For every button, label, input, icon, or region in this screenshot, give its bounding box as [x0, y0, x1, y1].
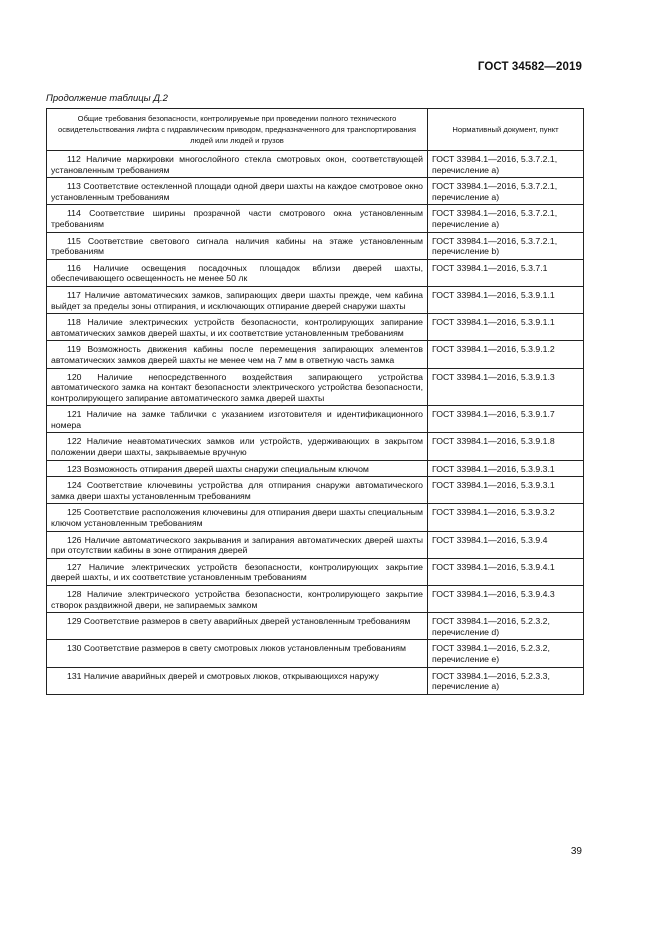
- table-row: [47, 667, 584, 694]
- document-reference-cell: ГОСТ 33984.1—2016, 5.3.9.4.3: [428, 586, 584, 613]
- requirement-cell: 120 Наличие непосредственного воздействия запирающего устройства автоматического замка на контакт безопасности электрического устройства безопасности, контролирующего запирание автоматического замка дверей шахты: [47, 368, 428, 406]
- requirement-cell: 112 Наличие маркировки многослойного стекла смотровых окон, соответствующей установленным требованиям: [47, 151, 428, 178]
- table-row: [47, 531, 584, 558]
- requirement-cell: 114 Соответствие ширины прозрачной части смотрового окна установленным требованиям: [47, 205, 428, 232]
- table-row: [47, 232, 584, 259]
- table-row: [47, 586, 584, 613]
- document-reference-cell: ГОСТ 33984.1—2016, 5.3.9.3.1: [428, 460, 584, 477]
- document-code: ГОСТ 34582—2019: [477, 61, 582, 73]
- document-reference-cell: ГОСТ 33984.1—2016, 5.3.7.2.1, перечисление а): [428, 178, 584, 205]
- document-reference-cell: ГОСТ 33984.1—2016, 5.3.7.2.1, перечисление а): [428, 151, 584, 178]
- document-reference-cell: ГОСТ 33984.1—2016, 5.3.7.1: [428, 259, 584, 286]
- requirement-cell: 126 Наличие автоматического закрывания и запирания автоматических дверей шахты при отсутствии кабины в зоне отпирания дверей: [47, 531, 428, 558]
- requirements-table: [46, 108, 584, 695]
- table-row: [47, 178, 584, 205]
- requirement-cell: 123 Возможность отпирания дверей шахты снаружи специальным ключом: [47, 460, 428, 477]
- requirement-cell: 115 Соответствие светового сигнала наличия кабины на этаже установленным требованиям: [47, 232, 428, 259]
- requirement-cell: 127 Наличие электрических устройств безопасности, контролирующих закрытие дверей шахты, и их соответствие установленным требованиям: [47, 558, 428, 585]
- requirement-cell: 122 Наличие неавтоматических замков или устройств, удерживающих в закрытом положении двери шахты, закрываемые вручную: [47, 433, 428, 460]
- table-caption: Продолжение таблицы Д.2: [46, 93, 168, 104]
- requirement-cell: 125 Соответствие расположения ключевины для отпирания двери шахты специальным ключом установленным требованиям: [47, 504, 428, 531]
- table-row: [47, 613, 584, 640]
- document-reference-cell: ГОСТ 33984.1—2016, 5.3.9.4.1: [428, 558, 584, 585]
- table-row: [47, 286, 584, 313]
- document-reference-cell: ГОСТ 33984.1—2016, 5.3.9.1.2: [428, 341, 584, 368]
- document-reference-cell: ГОСТ 33984.1—2016, 5.3.7.2.1, перечисление b): [428, 232, 584, 259]
- requirement-cell: 129 Соответствие размеров в свету аварийных дверей установленным требованиям: [47, 613, 428, 640]
- document-reference-cell: ГОСТ 33984.1—2016, 5.2.3.2, перечисление d): [428, 613, 584, 640]
- document-reference-cell: ГОСТ 33984.1—2016, 5.3.9.3.2: [428, 504, 584, 531]
- document-reference-cell: ГОСТ 33984.1—2016, 5.3.9.1.1: [428, 286, 584, 313]
- requirement-cell: 119 Возможность движения кабины после перемещения запирающих элементов автоматических замков дверей шахты не менее чем на 7 мм в ответную часть замка: [47, 341, 428, 368]
- table-row: [47, 504, 584, 531]
- document-reference-cell: ГОСТ 33984.1—2016, 5.3.9.1.7: [428, 406, 584, 433]
- table-header-row: [47, 109, 584, 151]
- table-row: [47, 314, 584, 341]
- table-row: [47, 460, 584, 477]
- document-reference-cell: ГОСТ 33984.1—2016, 5.2.3.3, перечисление а): [428, 667, 584, 694]
- requirement-cell: 121 Наличие на замке таблички с указанием изготовителя и идентификационного номера: [47, 406, 428, 433]
- requirement-cell: 124 Соответствие ключевины устройства для отпирания снаружи автоматического замка двери шахты установленным требованиям: [47, 477, 428, 504]
- table-body: [47, 151, 584, 695]
- requirement-cell: 131 Наличие аварийных дверей и смотровых люков, открывающихся наружу: [47, 667, 428, 694]
- document-reference-cell: ГОСТ 33984.1—2016, 5.3.9.1.8: [428, 433, 584, 460]
- table-row: [47, 406, 584, 433]
- document-reference-cell: ГОСТ 33984.1—2016, 5.3.9.1.1: [428, 314, 584, 341]
- requirement-cell: 113 Соответствие остекленной площади одной двери шахты на каждое смотровое окно установленным требованиям: [47, 178, 428, 205]
- document-reference-cell: ГОСТ 33984.1—2016, 5.2.3.2, перечисление е): [428, 640, 584, 667]
- table-row: [47, 368, 584, 406]
- document-reference-cell: ГОСТ 33984.1—2016, 5.3.7.2.1, перечисление а): [428, 205, 584, 232]
- requirement-cell: 118 Наличие электрических устройств безопасности, контролирующих запирание автоматических замков дверей шахты, и их соответствие установленным требованиям: [47, 314, 428, 341]
- column-header-requirements: Общие требования безопасности, контролируемые при проведении полного технического освидетельствования лифта с гидравлическим приводом, предназначенного для транспортирования людей или людей и грузов: [47, 109, 428, 151]
- table-row: [47, 640, 584, 667]
- document-reference-cell: ГОСТ 33984.1—2016, 5.3.9.3.1: [428, 477, 584, 504]
- table-row: [47, 433, 584, 460]
- table-row: [47, 558, 584, 585]
- table-row: [47, 151, 584, 178]
- requirement-cell: 130 Соответствие размеров в свету смотровых люков установленным требованиям: [47, 640, 428, 667]
- requirement-cell: 117 Наличие автоматических замков, запирающих двери шахты прежде, чем кабина выйдет за пределы зоны отпирания, и исключающих отпирание дверей снаружи шахты: [47, 286, 428, 313]
- document-reference-cell: ГОСТ 33984.1—2016, 5.3.9.1.3: [428, 368, 584, 406]
- requirement-cell: 128 Наличие электрического устройства безопасности, контролирующего закрытие створок раздвижной двери, не запираемых замком: [47, 586, 428, 613]
- table-row: [47, 259, 584, 286]
- column-header-document: Нормативный документ, пункт: [428, 109, 584, 151]
- table-row: [47, 205, 584, 232]
- table-row: [47, 477, 584, 504]
- document-reference-cell: ГОСТ 33984.1—2016, 5.3.9.4: [428, 531, 584, 558]
- requirement-cell: 116 Наличие освещения посадочных площадок вблизи дверей шахты, обеспечивающего освещенность не менее 50 лк: [47, 259, 428, 286]
- page-number: 39: [570, 846, 582, 857]
- table-row: [47, 341, 584, 368]
